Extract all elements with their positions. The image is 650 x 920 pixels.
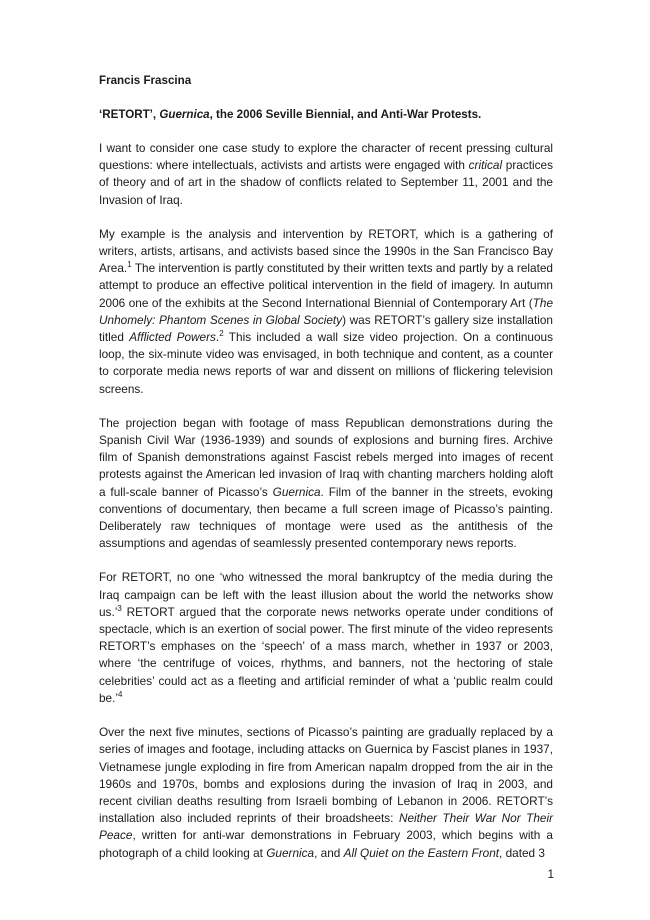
text-run: This included a wall size video projection. On a continuous loop, the six-minute video was envisaged, in both technique and content, as a counter to corporate media news reports of war and dissent on millions of flickering television screens. bbox=[99, 330, 553, 396]
body-paragraph-2 bbox=[99, 226, 553, 398]
italic-text: Guernica bbox=[272, 484, 321, 499]
text-run: RETORT argued that the corporate news networks operate under conditions of spectacle, which is an exertion of social power. The first minute of the video represents RETORT’s emphases on the ‘speech’ of a mass march, whether in 1937 or 2003, where ‘the centrifuge of voices, rhythms, and banners, not the hectoring of stale celebrities’ could act as a fleeting and artificial reminder of what a ‘public realm could be.’ bbox=[99, 604, 553, 705]
footnote-marker: 4 bbox=[118, 689, 123, 699]
text-run: ‘RETORT’, bbox=[99, 108, 160, 121]
text-run: , and bbox=[314, 845, 344, 860]
text-run: practices of theory and of art in the shadow of conflicts related to September 11, 2001 and the Invasion of Iraq. bbox=[99, 158, 553, 207]
body-paragraph-3 bbox=[99, 415, 553, 553]
footnote-marker: 3 bbox=[117, 603, 122, 613]
footnote-marker: 1 bbox=[127, 260, 132, 270]
italic-text: critical bbox=[468, 158, 503, 173]
text-run: The intervention is partly constituted by their written texts and partly by a related attempt to produce an effective political intervention in the field of imagery. In autumn 2006 one of the exhibits at the Second International Biennial of Contemporary Art ( bbox=[99, 261, 553, 310]
italic-text: Neither Their War Nor Their Peace bbox=[99, 811, 554, 843]
body-paragraph-1 bbox=[99, 140, 553, 209]
text-run: Over the next five minutes, sections of Picasso’s painting are gradually replaced by a series of images and footage, including attacks on Guernica by Fascist planes in 1937, Vietnamese jungle exploding in fire from American napalm dropped from the air in the 1960s and 1970s, bombs and explosions during the invasion of Iraq in 2003, and recent civilian deaths resulting from Israeli bombing of Lebanon in 2006. RETORT’s installation also included reprints of their broadsheets: bbox=[99, 725, 553, 826]
text-run: , dated 3 bbox=[499, 845, 545, 860]
text-run: The projection began with footage of mass Republican demonstrations during the Spanish Civil War (1936-1939) and sounds of explosions and burning fires. Archive film of Spanish demonstrations against Fascist rebels merged into images of recent protests against the American led invasion of Iraq with chanting marchers holding aloft a full-scale banner of Picasso’s bbox=[99, 415, 553, 499]
text-run: , the 2006 Seville Biennial, and Anti-War Protests. bbox=[209, 108, 482, 121]
italic-text: Afflicted Powers bbox=[129, 330, 216, 345]
body-paragraph-5 bbox=[99, 724, 553, 862]
italic-text: Guernica bbox=[159, 108, 210, 121]
text-run: ) was RETORT’s gallery size installation titled bbox=[99, 312, 553, 345]
italic-text: All Quiet on the Eastern Front bbox=[343, 845, 500, 860]
text-run: . bbox=[215, 330, 220, 345]
text-run: My example is the analysis and intervention by RETORT, which is a gathering of writers, artists, artisans, and activists based since the 1990s in the San Francisco Bay Area. bbox=[99, 226, 553, 276]
footnote-marker: 2 bbox=[219, 329, 224, 339]
author-name: Francis Frascina bbox=[99, 74, 192, 87]
italic-text: The Unhomely: Phantom Scenes in Global Society bbox=[99, 295, 553, 327]
page-content bbox=[99, 72, 553, 862]
text-run: . Film of the banner in the streets, evoking conventions of documentary, then became a full screen image of Picasso’s painting. Deliberately raw techniques of montage were used as the antithesis of the assumptions and agendas of seamlessly presented contemporary news reports. bbox=[99, 484, 553, 551]
text-run: For RETORT, no one ‘who witnessed the moral bankruptcy of the media during the Iraq campaign can be left with the least illusion about the world the networks show us.’ bbox=[99, 570, 553, 619]
body-paragraph-4 bbox=[99, 569, 553, 707]
italic-text: Guernica bbox=[266, 845, 315, 860]
text-run: , written for anti-war demonstrations in February 2003, which begins with a photograph of a child looking at bbox=[99, 828, 553, 860]
text-run: I want to consider one case study to explore the character of recent pressing cultural questions: where intellectuals, activists and artists were engaged with bbox=[99, 141, 553, 173]
page-number: 1 bbox=[547, 867, 554, 881]
paper-title bbox=[99, 106, 553, 123]
